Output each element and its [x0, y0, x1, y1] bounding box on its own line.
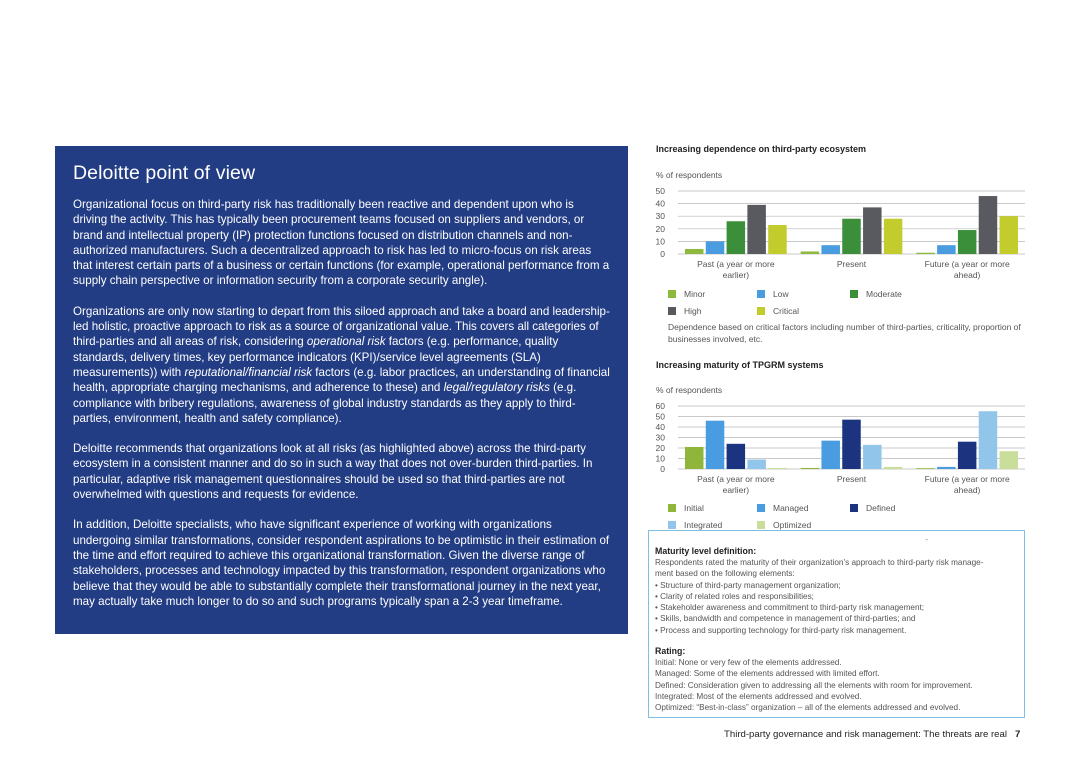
- legend-critical-swatch: [757, 307, 765, 315]
- dependence-bar-critical-3: [1000, 216, 1019, 254]
- x-category-label: Future (a year or more: [924, 259, 1010, 269]
- dependence-bar-critical-2: [884, 219, 903, 254]
- dependence-bar-critical-1: [768, 225, 787, 254]
- dependence-bar-low-1: [706, 241, 725, 254]
- footer-title: Third-party governance and risk management: The threats are real: [724, 729, 1007, 740]
- maturity-bar-chart: [645, 398, 1030, 500]
- legend-integrated: [668, 520, 722, 530]
- x-category-label: earlier): [722, 270, 750, 280]
- pov-paragraph-2: Organizations are only now starting to depart from this siloed approach and take a board and leadership-led holistic, proactive approach to risk as a source of organizational value. This covers all categories of third-parties and all areas of risk, considering operational risk factors (e.g. performance, quality standards, delivery times, key performance indicators (KPI)/service level agreements (SLA) measurements)) with reputational/financial risk factors (e.g. labor practices, an understanding of financial health, appropriate charging mechanisms, and adherence to these) and legal/regulatory risks (e.g. compliance with bribery regulations, awareness of global industry standards as they apply to third-parties, environment, health and safety compliance).: [73, 304, 610, 425]
- maturity-bar-optimized-1: [768, 468, 787, 469]
- chart1-note: Dependence based on critical factors including number of third-parties, criticality, proportion of businesses involved, etc.: [668, 322, 1021, 344]
- maturity-bar-managed-2: [821, 441, 840, 469]
- definition-intro: Respondents rated the maturity of their organization’s approach to third-party risk manage-: [655, 558, 984, 567]
- legend-critical-label: Critical: [773, 306, 799, 316]
- legend-high-swatch: [668, 307, 676, 315]
- definition-dash: -: [925, 535, 928, 544]
- definition-intro-cont: ment based on the following elements:: [655, 569, 795, 579]
- legend-minor-label: Minor: [684, 289, 706, 299]
- y-tick-label: 10: [655, 453, 665, 464]
- dependence-bar-moderate-1: [727, 221, 746, 254]
- legend-defined-label: Defined: [866, 503, 896, 513]
- y-tick-label: 0: [660, 249, 665, 259]
- maturity-bar-integrated-1: [747, 460, 766, 469]
- y-tick-label: 50: [655, 411, 665, 422]
- rating-line: Defined: Consideration given to addressing all the elements with room for improvement.: [655, 680, 973, 690]
- dependence-bar-chart: [645, 183, 1030, 285]
- x-category-label: Future (a year or more: [924, 474, 1010, 484]
- y-tick-label: 60: [655, 401, 665, 411]
- x-category-label: Present: [836, 474, 867, 484]
- maturity-bar-integrated-2: [863, 445, 882, 469]
- legend-integrated-label: Integrated: [684, 520, 723, 530]
- pov-paragraph-1: Organizational focus on third-party risk has traditionally been reactive and dependent upon who is driving the activity. This has typically been procurement teams focused on suppliers and vendors, or brand and intellectual property (IP) protection functions focused on distribution channels and non-authorized manufacturers. Such a decentralized approach to risk has led to micro-focus on risk areas that interest certain parts of a business or certain functions (for example, operational performance from a supply chain perspective or information security from a corporate security angle).: [73, 198, 610, 288]
- maturity-bar-initial-3: [916, 468, 935, 469]
- maturity-bar-initial-1: [685, 447, 704, 469]
- maturity-definition-box: [648, 530, 1025, 718]
- definition-bullet: • Clarity of related roles and responsibilities;: [655, 591, 814, 601]
- dependence-bar-low-2: [821, 245, 840, 254]
- page-footer: [724, 729, 1020, 740]
- legend-initial-label: Initial: [684, 503, 704, 513]
- definition-bullet: • Stakeholder awareness and commitment to third-party risk management;: [655, 603, 925, 613]
- chart2-ylabel: % of respondents: [656, 385, 723, 395]
- maturity-bar-defined-2: [842, 420, 861, 469]
- maturity-bar-initial-2: [801, 468, 820, 469]
- legend-low-label: Low: [773, 289, 789, 299]
- x-category-label: earlier): [722, 485, 750, 495]
- dependence-bar-moderate-2: [842, 219, 861, 254]
- legend-initial: [668, 503, 704, 513]
- dependence-bar-minor-3: [916, 253, 935, 254]
- legend-low-swatch: [757, 290, 765, 298]
- legend-managed-swatch: [757, 504, 765, 512]
- legend-managed-label: Managed: [773, 503, 809, 513]
- x-category-label: ahead): [953, 485, 981, 495]
- legend-moderate-label: Moderate: [866, 289, 902, 299]
- maturity-bar-managed-1: [706, 421, 725, 469]
- legend-moderate-swatch: [850, 290, 858, 298]
- maturity-bar-defined-1: [727, 444, 746, 469]
- rating-title: Rating:: [655, 646, 686, 657]
- pov-paragraph-4: In addition, Deloitte specialists, who have significant experience of working with organizations undergoing similar transformations, consider respondent aspirations to be optimistic in their estimation of the time and effort required to achieve this organizational transformation. Given the diverse range of stakeholders, processes and technology impacted by this transformation, respondent organizations who believe that they would be able to substantially complete their transformational journey in the next year, may actually take much longer to do so and such programs typically span a 2-3 year timeframe.: [73, 518, 610, 608]
- legend-minor: [668, 289, 705, 299]
- chart1-ylabel: % of respondents: [656, 170, 723, 180]
- legend-defined-swatch: [850, 504, 858, 512]
- y-tick-label: 20: [655, 443, 665, 453]
- pov-paragraph-3: Deloitte recommends that organizations look at all risks (as highlighted above) across the third-party ecosystem in a consistent manner and do so in such a way that does not over-burden third-parties. In particular, adaptive risk management questionnaires should be used so that third-parties are not overwhelmed with questions and requests for evidence.: [73, 442, 593, 502]
- maturity-bar-optimized-2: [884, 467, 903, 469]
- legend-minor-swatch: [668, 290, 676, 298]
- rating-line: Optimized: “Best-in-class” organization – all of the elements addressed and evolved.: [655, 703, 961, 713]
- definition-bullet: • Process and supporting technology for third-party risk management.: [655, 625, 907, 635]
- legend-high: [668, 306, 701, 316]
- maturity-bar-defined-3: [958, 442, 977, 469]
- dependence-bar-minor-1: [685, 249, 704, 254]
- legend-moderate: [850, 289, 902, 299]
- point-of-view-panel: [55, 146, 628, 634]
- rating-line: Integrated: Most of the elements addressed and evolved.: [655, 691, 862, 701]
- x-category-label: Past (a year or more: [697, 474, 775, 484]
- legend-optimized: [757, 520, 811, 530]
- definition-title: Maturity level definition:: [655, 546, 757, 556]
- y-tick-label: 10: [655, 236, 665, 247]
- y-tick-label: 0: [660, 464, 665, 474]
- dependence-bar-high-3: [979, 196, 998, 254]
- page-number: 7: [1014, 729, 1021, 740]
- definition-bullet: • Structure of third-party management organization;: [655, 580, 841, 590]
- maturity-bar-optimized-3: [1000, 451, 1019, 469]
- legend-optimized-label: Optimized: [773, 520, 812, 530]
- maturity-bar-integrated-3: [979, 411, 998, 469]
- legend-critical: [757, 306, 799, 316]
- y-tick-label: 30: [655, 211, 665, 222]
- y-tick-label: 50: [655, 186, 665, 196]
- legend-integrated-swatch: [668, 521, 676, 529]
- legend-defined: [850, 503, 895, 513]
- dependence-bar-minor-2: [801, 251, 820, 254]
- legend-low: [757, 289, 789, 299]
- legend-high-label: High: [684, 306, 702, 316]
- chart2-title: Increasing maturity of TPGRM systems: [656, 360, 824, 370]
- dependence-bar-moderate-3: [958, 230, 977, 254]
- legend-initial-swatch: [668, 504, 676, 512]
- pov-title: Deloitte point of view: [73, 162, 256, 184]
- rating-line: Initial: None or very few of the elements addressed.: [655, 658, 842, 668]
- dependence-bar-high-2: [863, 207, 882, 254]
- definition-bullet: • Skills, bandwidth and competence in management of third-parties; and: [655, 614, 916, 624]
- y-tick-label: 40: [655, 198, 665, 209]
- dependence-bar-low-3: [937, 245, 956, 254]
- x-category-label: Past (a year or more: [697, 259, 775, 269]
- maturity-bar-managed-3: [937, 467, 956, 469]
- legend-optimized-swatch: [757, 521, 765, 529]
- y-tick-label: 30: [655, 432, 665, 443]
- rating-line: Managed: Some of the elements addressed with limited effort.: [655, 669, 880, 679]
- chart1-title: Increasing dependence on third-party ecosystem: [656, 144, 867, 154]
- legend-managed: [757, 503, 808, 513]
- y-tick-label: 20: [655, 223, 665, 234]
- x-category-label: Present: [836, 259, 867, 269]
- x-category-label: ahead): [953, 270, 981, 280]
- dependence-bar-high-1: [747, 205, 766, 254]
- y-tick-label: 40: [655, 422, 665, 432]
